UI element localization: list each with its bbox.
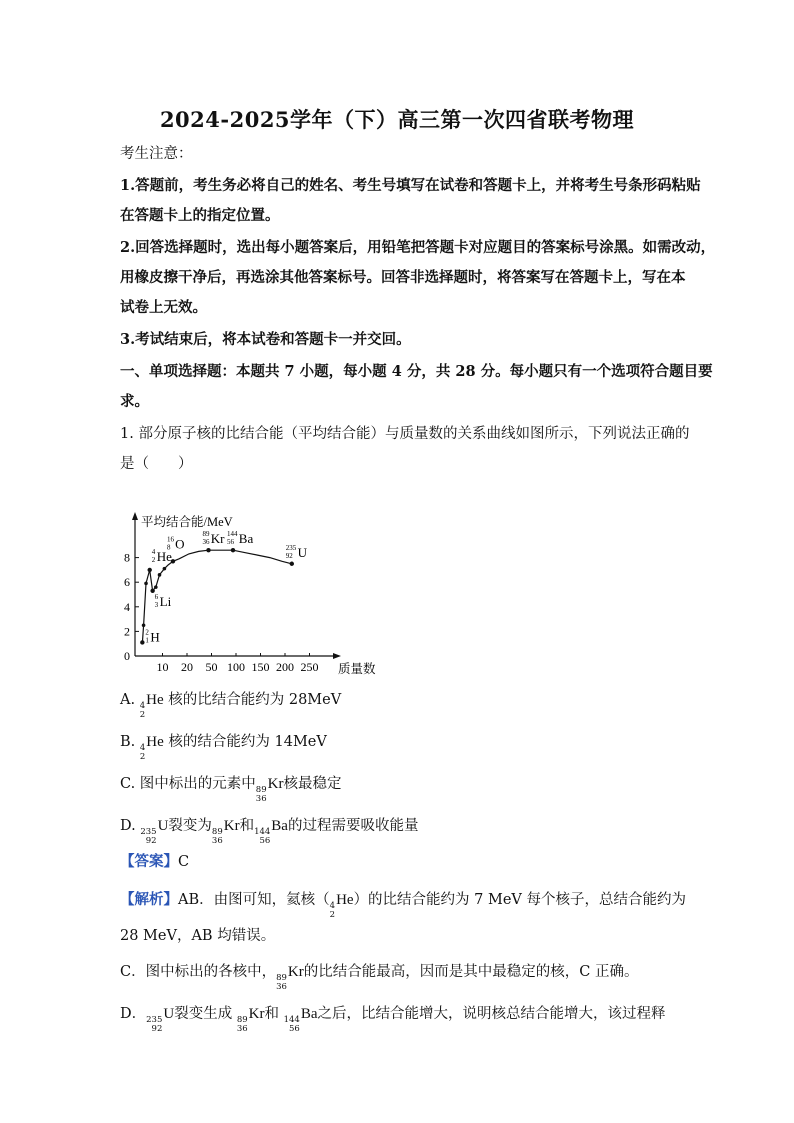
notice-item-2a: 2.回答选择题时，选出每小题答案后，用铅笔把答题卡对应题目的答案标号涂黑。如需改动， [120, 239, 716, 256]
label-symbol: O [175, 536, 185, 552]
nuclide-mass: 89 [236, 1015, 248, 1025]
label-z: 8 [166, 543, 171, 552]
nuclide-mass: 4 [139, 701, 146, 711]
label-mass: 4 [151, 547, 156, 556]
option-a-text: 核的比结合能约为 28MeV [168, 692, 342, 708]
analysis-l3a: C．图中标出的各核中， [120, 964, 277, 980]
nuclide-u-235 [146, 1004, 174, 1034]
nuclide-z: 56 [259, 836, 271, 846]
analysis-l1a: AB．由图可知，氦核（ [178, 892, 330, 908]
binding-energy-chart [115, 508, 395, 680]
nuclide-mass: 144 [254, 827, 271, 837]
notice-item-2c: 试卷上无效。 [120, 299, 207, 316]
data-point [154, 585, 158, 589]
x-axis-label: 质量数 [338, 662, 376, 676]
nuclide-mass: 4 [329, 901, 336, 911]
data-point [144, 582, 148, 586]
nuclide-symbol: He [146, 734, 164, 750]
y-tick-label: 4 [124, 599, 130, 614]
nuclide-kr-89 [237, 1004, 265, 1034]
analysis-line-1 [120, 890, 687, 920]
analysis-line-3 [120, 962, 680, 992]
nuclide-symbol: U [157, 818, 169, 834]
notice-item-3: 3.考试结束后，将本试卷和答题卡一并交回。 [120, 331, 411, 348]
label-symbol: Li [159, 593, 172, 609]
nuclide-mass: 235 [146, 1015, 163, 1025]
nuclide-kr-89 [276, 962, 304, 992]
nuclide-he-4 [140, 690, 164, 720]
answer-value: C [178, 854, 190, 870]
data-point [158, 573, 162, 577]
x-tick-label: 100 [227, 660, 245, 674]
option-b-text: 核的结合能约为 14MeV [168, 734, 327, 750]
label-mass: 16 [166, 535, 174, 544]
nuclide-mass: 235 [140, 827, 157, 837]
label-mass: 89 [202, 530, 210, 539]
data-point [140, 640, 144, 644]
question-stem-a: 1. 部分原子核的比结合能（平均结合能）与质量数的关系曲线如图所示，下列说法正确的 [120, 426, 690, 442]
y-axis-label: 平均结合能/MeV [141, 515, 233, 529]
option-d-mid1: 裂变为 [168, 818, 212, 834]
nuclide-mass: 89 [255, 785, 267, 795]
data-point [290, 562, 294, 566]
x-axis-arrow [333, 653, 341, 659]
data-point [206, 548, 210, 552]
label-z: 36 [202, 538, 210, 547]
analysis-l4c: 和 [264, 1006, 284, 1022]
nuclide-symbol: Kr [248, 1006, 265, 1022]
data-point [231, 548, 235, 552]
option-b[interactable] [120, 732, 680, 762]
nuclide-symbol: He [336, 892, 354, 908]
nuclide-z: 56 [289, 1024, 300, 1034]
x-tick-label: 10 [156, 660, 169, 674]
data-point [163, 567, 167, 571]
nuclide-z: 2 [139, 710, 146, 720]
label-z: 3 [154, 600, 159, 609]
label-mass: 6 [154, 592, 159, 601]
y-tick-label: 2 [124, 624, 130, 639]
x-tick-label: 20 [181, 660, 193, 674]
option-d-mid2: 和 [239, 818, 255, 834]
nuclide-symbol: Kr [287, 964, 304, 980]
y-tick-label: 6 [124, 575, 130, 590]
analysis-line-2: 28 MeV，AB 均错误。 [120, 928, 276, 944]
nuclide-he-4 [140, 732, 164, 762]
nuclide-he-4 [330, 890, 354, 920]
question-stem-b: 是（ ） [120, 456, 193, 472]
nuclide-mass: 144 [283, 1015, 300, 1025]
analysis-l4b: 裂变生成 [174, 1006, 237, 1022]
analysis-l4d: 之后，比结合能增大，说明核总结合能增大，该过程释 [317, 1006, 666, 1022]
y-axis-arrow [132, 512, 138, 520]
nuclide-z: 2 [329, 910, 336, 920]
notice-item-1a: 1.答题前，考生务必将自己的姓名、考生号填写在试卷和答题卡上，并将考生号条形码粘贴 [120, 177, 701, 194]
nuclide-kr-89 [256, 774, 284, 804]
label-symbol: Kr [210, 531, 225, 547]
x-tick-label: 250 [300, 660, 319, 674]
x-tick-label: 50 [205, 660, 218, 674]
notice-heading: 考生注意： [120, 146, 193, 162]
nuclide-symbol: U [163, 1006, 175, 1022]
nuclide-symbol: Ba [300, 1006, 318, 1022]
label-mass: 144 [227, 530, 238, 539]
nuclide-z: 2 [139, 752, 146, 762]
label-mass: 2 [145, 628, 149, 637]
option-d-text: 的过程需要吸收能量 [287, 818, 419, 834]
label-z: 92 [285, 551, 293, 560]
nuclide-symbol: Kr [267, 776, 284, 792]
nuclide-u-235 [140, 816, 168, 846]
analysis-tag: 【解析】 [120, 891, 178, 908]
label-z: 2 [151, 555, 156, 564]
option-c[interactable] [120, 774, 680, 804]
label-symbol: H [150, 629, 160, 645]
option-c-pre: 图中标出的元素中 [139, 776, 256, 792]
answer-tag: 【答案】 [120, 853, 178, 870]
label-mass: 235 [285, 543, 297, 552]
nuclide-ba-144 [254, 816, 288, 846]
nuclide-symbol: Kr [223, 818, 240, 834]
y-tick-label: 0 [124, 649, 130, 663]
analysis-l1b: ）的比结合能约为 7 MeV 每个核子，总结合能约为 [353, 892, 687, 908]
label-z: 1 [145, 636, 149, 645]
data-point [142, 623, 146, 627]
notice-item-2b: 用橡皮擦干净后，再选涂其他答案标号。回答非选择题时，将答案写在答题卡上，写在本 [120, 269, 686, 286]
section-heading-a: 一、单项选择题：本题共 7 小题，每小题 4 分，共 28 分。每小题只有一个选项符合题目要 [120, 363, 713, 380]
label-symbol: U [297, 544, 307, 560]
label-symbol: He [156, 548, 172, 564]
nuclide-z: 92 [145, 836, 157, 846]
option-a[interactable] [120, 690, 680, 720]
nuclide-ba-144 [284, 1004, 318, 1034]
label-z: 56 [227, 538, 234, 547]
label-symbol: Ba [238, 531, 254, 547]
option-d-label: D. [120, 818, 136, 834]
option-d[interactable] [120, 816, 680, 846]
option-c-text: 核最稳定 [283, 776, 342, 792]
nuclide-z: 92 [151, 1024, 163, 1034]
nuclide-z: 36 [255, 794, 267, 804]
nuclide-symbol: Ba [271, 818, 288, 834]
nuclide-mass: 4 [139, 743, 146, 753]
answer-line [120, 852, 680, 872]
nuclide-z: 36 [276, 982, 287, 992]
option-a-label: A. [120, 692, 136, 708]
section-heading-b: 求。 [120, 393, 149, 410]
analysis-l3b: 的比结合能最高，因而是其中最稳定的核，C 正确。 [303, 964, 639, 980]
nuclide-kr-89 [212, 816, 240, 846]
analysis-line-4 [120, 1004, 680, 1034]
y-tick-label: 8 [124, 550, 130, 565]
nuclide-mass: 89 [211, 827, 223, 837]
x-tick-label: 200 [276, 660, 294, 674]
option-c-label: C. [120, 776, 136, 792]
x-tick-label: 150 [251, 660, 270, 674]
nuclide-z: 36 [236, 1024, 248, 1034]
data-point [148, 568, 152, 572]
option-b-label: B. [120, 734, 136, 750]
nuclide-symbol: He [146, 692, 164, 708]
page-title: 2024-2025学年（下）高三第一次四省联考物理 [159, 107, 635, 132]
analysis-l4a: D． [120, 1006, 147, 1022]
nuclide-z: 36 [211, 836, 223, 846]
nuclide-mass: 89 [276, 973, 287, 983]
notice-item-1b: 在答题卡上的指定位置。 [120, 207, 280, 224]
